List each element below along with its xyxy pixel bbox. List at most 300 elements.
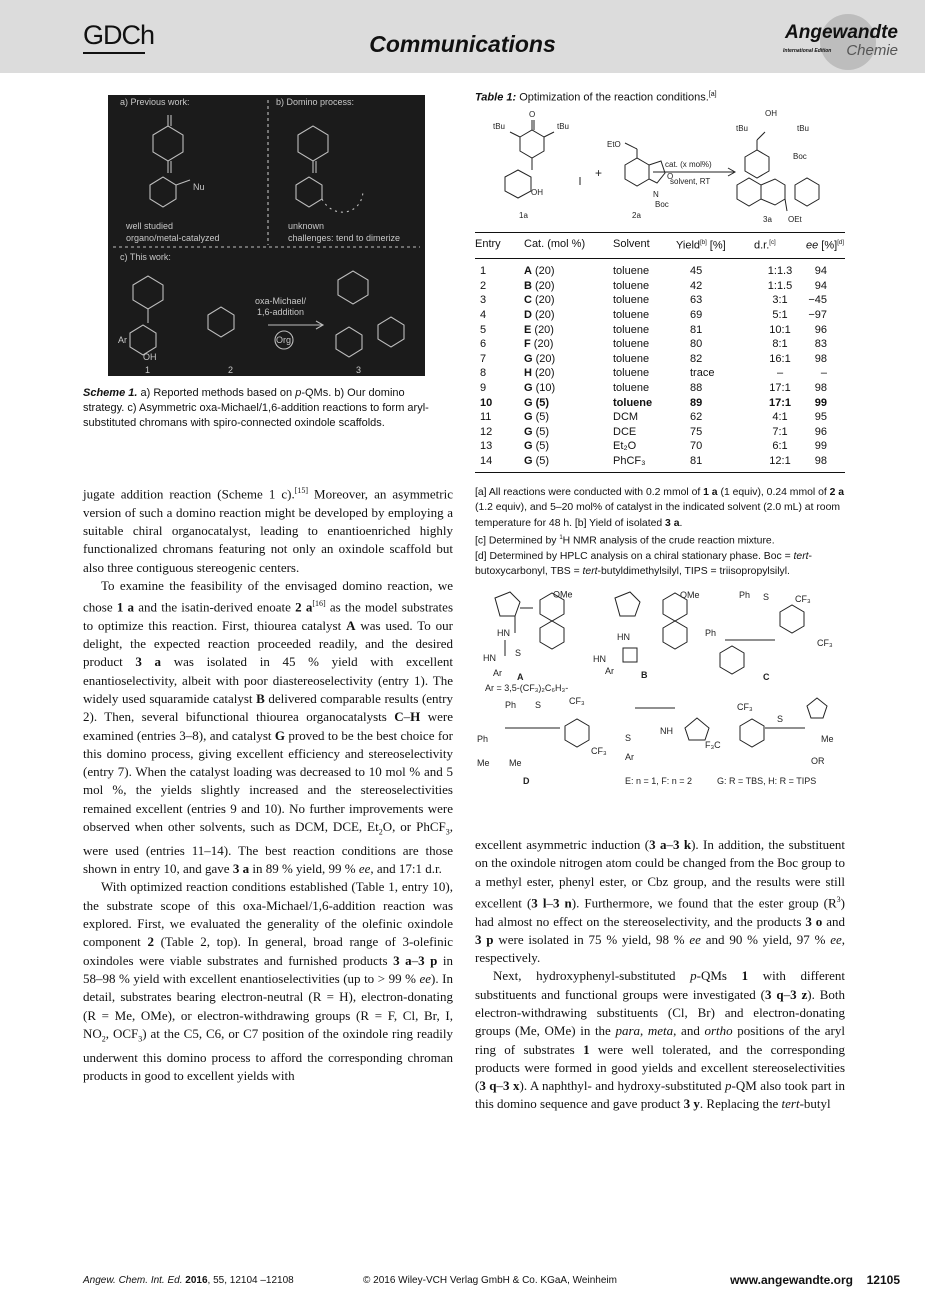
cat-d-ph: Ph <box>505 700 517 710</box>
catalyst-cell <box>524 323 613 338</box>
text-column-left <box>83 482 453 1085</box>
text-run: 3 y <box>683 1096 700 1112</box>
catalyst-loading: (5) <box>535 425 550 438</box>
solvent-cell: toluene <box>613 265 650 278</box>
ee-cell: – <box>820 367 827 380</box>
scheme-tbu-right-1: tBu <box>557 122 570 131</box>
solvent-cell: DCE <box>613 425 637 438</box>
catalyst-a-label: A <box>517 672 524 682</box>
ee-cell: −45 <box>808 294 827 307</box>
ee-cell: 98 <box>806 454 845 472</box>
entry-cell: 5 <box>480 323 487 336</box>
cat-ar-definition: Ar = 3,5-(CF₃)₂C₆H₃- <box>485 683 569 693</box>
gdch-logo: GDCh <box>83 20 155 50</box>
entry-cell: 4 <box>480 309 487 322</box>
table-header-row <box>475 233 845 259</box>
footer-page-number: 12105 <box>866 1273 900 1287</box>
cat-d-ph-2: Ph <box>477 734 489 744</box>
catalyst-d-label: D <box>523 776 530 786</box>
text-run: [16] <box>312 599 326 609</box>
solvent-cell: Et₂O <box>613 440 637 453</box>
text-run: B <box>256 690 265 706</box>
paragraph-2 <box>83 577 453 879</box>
paragraph-3 <box>83 878 453 1085</box>
solvent-cell: DCM <box>613 411 639 424</box>
cat-c-ph-2: Ph <box>705 628 717 638</box>
text-run: 1 <box>741 968 749 984</box>
text-run: ). In detail, substrates bearing electron-neutral (R = H), electron-donating (R = Me, OMe), or electron-withdrawing groups (R = F, Cl, Br, I, NO <box>83 970 453 1041</box>
scheme-caption-label: Scheme 1. <box>83 387 138 399</box>
text-run: – <box>403 709 411 725</box>
scheme-1-figure <box>108 95 425 376</box>
catalyst-letter: A <box>524 265 532 278</box>
scheme-label-domino: b) Domino process: <box>276 97 355 107</box>
catalyst-cell <box>524 381 613 396</box>
footnote-a-1a: 1 a <box>703 487 718 498</box>
cat-ef-ar: Ar <box>625 752 634 762</box>
scheme-label-previous: a) Previous work: <box>120 97 190 107</box>
entry-cell: 12 <box>480 425 493 438</box>
ee-cell: −97 <box>808 309 827 322</box>
ee-cell: 99 <box>814 440 827 453</box>
table-row <box>475 323 845 338</box>
table-1-footnotes <box>475 485 847 579</box>
text-run: ee <box>419 970 432 986</box>
yield-cell: 88 <box>690 382 703 394</box>
catalyst-cell <box>524 337 613 352</box>
col-solvent-header: Solvent <box>613 233 676 259</box>
cat-a-hn-2: HN <box>483 653 496 663</box>
scheme-conditions-solvent: solvent, RT <box>670 177 711 186</box>
table-row <box>475 259 845 279</box>
scheme-label-arrow-2: 1,6-addition <box>257 307 305 317</box>
text-run: tert <box>781 1096 800 1112</box>
catalyst-loading: (20) <box>535 265 555 278</box>
table-row <box>475 381 845 396</box>
journal-logo-subtitle: Chemie <box>846 42 898 59</box>
table-title-footnote: [a] <box>708 91 717 98</box>
dr-cell: 8:1 <box>772 338 788 351</box>
footnote-a-3a: 3 a <box>665 517 680 529</box>
text-run: delivered comparable results (entry 2). Then, several bifunctional thiourea organocatalysts <box>83 690 453 725</box>
scheme-label-nu: Nu <box>193 182 205 192</box>
text-run: ) at the C5, C6, or C7 position of the oxindole ring readily underwent this domino process to afford the corresponding chroman products in good to excellent yields with <box>83 1025 453 1084</box>
col-entry-header: Entry <box>475 233 524 259</box>
entry-cell: 13 <box>480 440 493 453</box>
yield-label: Yield <box>676 239 701 252</box>
compound-label-1a: 1a <box>519 211 528 220</box>
catalyst-letter: G <box>524 454 533 467</box>
catalyst-letter: G <box>524 440 533 453</box>
yield-cell: 63 <box>690 294 703 307</box>
text-run: 3 q <box>764 986 784 1002</box>
yield-unit: [%] <box>706 239 726 252</box>
solvent-cell: toluene <box>613 323 650 336</box>
solvent-cell: PhCF₃ <box>613 454 676 472</box>
dr-cell: 16:1 <box>769 352 791 365</box>
solvent-cell: toluene <box>613 279 650 292</box>
table-body <box>475 259 845 472</box>
text-run: -butyl <box>799 1096 831 1112</box>
ee-footnote: [d] <box>837 240 844 246</box>
text-run: -QMs <box>696 968 742 984</box>
text-run: and the isatin-derived enoate <box>134 599 296 615</box>
footer-copyright: © 2016 Wiley-VCH Verlag GmbH & Co. KGaA, Weinheim <box>363 1275 617 1286</box>
table-row <box>475 366 845 381</box>
scheme-n-2a: N <box>653 190 659 199</box>
text-run: O, or PhCF <box>382 819 446 834</box>
text-run: 2 <box>101 1034 106 1044</box>
cat-c-cf3-bottom: CF₃ <box>817 638 833 648</box>
paragraph-4 <box>475 836 845 967</box>
text-run: positions of the aryl ring of substrates <box>475 1023 845 1057</box>
text-run: ) had almost no effect on the stereoselectivity, and the products <box>475 895 845 929</box>
catalyst-letter: B <box>524 279 532 292</box>
cat-c-s: S <box>763 592 770 602</box>
catalyst-c-label: C <box>763 672 770 682</box>
footnote-a-4: . <box>679 517 683 529</box>
text-run: ee <box>358 861 371 877</box>
ee-cell: 96 <box>814 323 827 336</box>
text-run: were isolated in 75 % yield, 98 % <box>493 931 690 947</box>
table-row <box>475 425 845 440</box>
dr-cell: 1:1.5 <box>767 279 793 292</box>
yield-cell: 75 <box>690 425 703 438</box>
table-row <box>475 337 845 352</box>
entry-cell: 3 <box>480 294 487 307</box>
cat-d-me: Me <box>477 758 490 768</box>
ee-cell: 98 <box>814 382 827 394</box>
scheme-note-well-studied: well studied <box>126 221 174 231</box>
solvent-cell: toluene <box>613 382 650 394</box>
footer-year: 2016 <box>182 1275 208 1286</box>
table-1-title <box>475 91 717 104</box>
cat-c-ph: Ph <box>739 590 751 600</box>
dr-cell: 7:1 <box>772 425 788 438</box>
catalyst-gh-label: G: R = TBS, H: R = TIPS <box>717 776 817 786</box>
scheme-boc-3a: Boc <box>793 152 807 161</box>
text-run: , OCF <box>105 1025 139 1041</box>
text-run: 3 a <box>393 952 412 968</box>
journal-logo-title: Angewandte <box>785 22 898 43</box>
scheme-o-1a: O <box>529 110 536 119</box>
cat-ef-s: S <box>625 733 632 743</box>
scheme-caption-part-1: a) Reported methods based on <box>140 387 296 399</box>
compound-label-3a: 3a <box>763 215 772 224</box>
scheme-note-unknown: unknown <box>288 221 325 231</box>
text-run: – <box>783 986 791 1002</box>
scheme-tbu-left-3a: tBu <box>736 124 749 133</box>
footnote-c-sup: 1 <box>559 534 563 541</box>
text-run: 3 p <box>475 931 494 947</box>
text-run: and <box>822 913 845 929</box>
scheme-caption-part-3: -QMs. b) Our domino strategy. c) Asymmetric oxa-Michael/1,6-addition reactions to form aryl-substituted chromans with spiro-connected oxindole scaffolds. <box>83 387 429 429</box>
text-run: and 90 % yield, 97 % <box>700 931 831 947</box>
table-row <box>475 454 845 472</box>
scheme-oh-3a: OH <box>765 109 777 118</box>
dr-cell: – <box>776 367 784 380</box>
yield-cell: 42 <box>690 279 703 292</box>
entry-cell: 8 <box>480 367 487 380</box>
scheme-o-2a: O <box>667 172 674 181</box>
ee-cell: 95 <box>814 411 827 424</box>
catalyst-loading: (20) <box>535 279 555 292</box>
text-run: Next, hydroxyphenyl-substituted <box>493 968 691 984</box>
entry-cell: 10 <box>480 396 493 409</box>
footnote-a-2a: 2 a <box>829 487 845 498</box>
col-yield-header <box>676 233 754 259</box>
cat-d-cf3-top: CF₃ <box>569 696 585 706</box>
dr-cell: 17:1 <box>769 382 791 394</box>
paragraph-5 <box>475 967 845 1113</box>
text-run: 3 <box>445 827 450 837</box>
table-row <box>475 279 845 294</box>
yield-cell: 69 <box>690 309 703 322</box>
text-run: To examine the feasibility of the envisaged domino reaction, we chose <box>83 577 453 615</box>
dr-cell: 10:1 <box>769 323 791 336</box>
text-run: ortho <box>704 1023 733 1039</box>
scheme-label-oh: OH <box>143 352 157 362</box>
catalyst-loading: (5) <box>535 454 550 467</box>
text-run: 3 p <box>418 952 438 968</box>
catalyst-loading: (20) <box>533 338 554 351</box>
table-row <box>475 352 845 367</box>
scheme-conditions-cat: cat. (x mol%) <box>665 160 712 169</box>
catalyst-drawing <box>475 588 847 793</box>
catalyst-loading: (5) <box>535 411 550 424</box>
scheme-label-this-work: c) This work: <box>120 252 171 262</box>
text-run: – <box>666 837 673 852</box>
yield-cell: 80 <box>690 338 703 351</box>
catalyst-loading: (20) <box>535 309 555 322</box>
text-run: ee <box>689 931 701 947</box>
yield-cell: 81 <box>676 454 754 472</box>
text-run: Moreover, an asymmetric version of such a domino reaction might be developed by employing a suitable chiral organocatalyst, leading to enantioenriched highly functionalized chromans featuring not only an oxindole scaffold but also three contiguous stereogenic centers. <box>83 486 454 575</box>
text-run: 3 a <box>232 861 250 877</box>
cat-gh-cf3-top: CF₃ <box>737 702 753 712</box>
entry-cell: 1 <box>480 265 487 278</box>
footnote-d-1: [d] Determined by HPLC analysis on a chiral stationary phase. Boc = <box>475 550 794 562</box>
solvent-cell: toluene <box>613 338 650 351</box>
entry-cell: 9 <box>480 382 487 394</box>
table-row <box>475 293 845 308</box>
text-run: G <box>274 727 286 743</box>
cat-b-hn-2: HN <box>593 654 606 664</box>
col-cat-header: Cat. (mol %) <box>524 233 613 259</box>
yield-cell: 45 <box>690 265 703 278</box>
scheme-caption-part-2: p <box>295 387 302 399</box>
text-run: p <box>690 968 697 984</box>
catalyst-loading: (20) <box>535 367 555 380</box>
yield-footnote: [b] <box>700 240 707 246</box>
catalyst-loading: (20) <box>535 294 555 307</box>
journal-logo-edition: International Edition <box>783 48 832 54</box>
col-ee-header <box>806 233 845 259</box>
catalyst-letter: C <box>524 294 532 307</box>
catalyst-letter: G <box>524 411 533 424</box>
text-run: 2 <box>378 827 383 837</box>
text-run: meta <box>647 1023 674 1039</box>
text-run: 3 o <box>805 913 823 929</box>
solvent-cell: toluene <box>613 396 653 409</box>
text-run: With optimized reaction conditions established (Table 1, entry 10), the substrate scope of this oxa-Michael/1,6-addition reaction was explored. First, we evaluated the generality of the olefinic oxindole component <box>83 879 453 950</box>
catalyst-cell <box>524 259 613 279</box>
ee-cell: 99 <box>814 396 827 409</box>
text-run: (Table 2, top). In general, broad range of 3-olefinic oxindoles were viable substrates and furnished products <box>83 934 454 968</box>
table-row <box>475 396 845 411</box>
catalyst-letter: H <box>524 367 532 380</box>
dr-cell: 4:1 <box>772 411 788 424</box>
solvent-cell: toluene <box>613 309 650 322</box>
catalyst-loading: (5) <box>535 440 550 453</box>
table-row <box>475 308 845 323</box>
dr-footnote: [c] <box>769 240 776 246</box>
cat-gh-or: OR <box>811 756 825 766</box>
footnote-d-tert-2: tert <box>582 565 598 577</box>
text-run: was used. To our delight, the expected reaction proceeded readily, and the desired product <box>83 617 453 670</box>
text-run: 2 <box>147 934 154 950</box>
ee-cell: 94 <box>814 279 827 292</box>
catalyst-cell <box>524 454 613 472</box>
scheme-label-num-1: 1 <box>145 365 151 375</box>
dr-label: d.r. <box>754 239 770 252</box>
footnote-a-2: (1 equiv), 0.24 mmol of <box>717 487 830 498</box>
text-run: C <box>394 709 404 725</box>
cat-a-s: S <box>515 648 522 658</box>
text-run: were well tolerated, and the corresponding products were formed in good yields and excellent stereoselectivities ( <box>475 1041 845 1094</box>
footnote-a <box>475 485 847 531</box>
footer-website-link[interactable]: www.angewandte.org <box>730 1273 853 1287</box>
entry-cell: 14 <box>475 454 524 472</box>
reaction-scheme-drawing <box>475 107 845 225</box>
catalyst-letter: F <box>524 338 531 351</box>
text-run: 1 a <box>116 599 135 615</box>
text-run: in 58–98 % yield with excellent enantioselectivities (up to > 99 % <box>83 952 453 986</box>
text-run: A <box>346 617 356 633</box>
text-run: [15] <box>294 486 309 495</box>
footnote-c-1: [c] Determined by <box>475 535 560 547</box>
scheme-tbu-right-3a: tBu <box>797 124 810 133</box>
catalyst-cell <box>524 308 613 323</box>
catalyst-letter: G <box>524 382 533 394</box>
entry-cell: 2 <box>480 279 487 292</box>
cat-a-hn: HN <box>497 628 510 638</box>
catalyst-cell <box>524 439 613 454</box>
dr-cell: 6:1 <box>772 440 788 453</box>
catalyst-loading: (20) <box>535 352 556 365</box>
text-run: ). Both electron-withdrawing substituents (Cl, Br) and electron-donating groups (Me, OMe) in the <box>475 986 845 1039</box>
catalyst-cell <box>524 396 613 411</box>
table-title-text: Optimization of the reaction conditions. <box>519 91 709 104</box>
text-run: , were used (entries 11–14). The best reaction conditions are those shown in entry 10, and gave <box>83 819 453 877</box>
text-run: excellent asymmetric induction ( <box>475 837 650 852</box>
scheme-boc-2a: Boc <box>655 200 669 209</box>
table-1-reaction-scheme <box>475 107 845 225</box>
scheme-label-ar: Ar <box>118 335 127 345</box>
cat-b-ar: Ar <box>605 666 614 676</box>
solvent-cell: toluene <box>613 352 650 365</box>
footer-volume-pages: , 55, 12104 –12108 <box>207 1275 294 1286</box>
yield-cell: trace <box>690 367 715 380</box>
text-run: -QM also took part in this domino sequence and gave product <box>475 1078 846 1112</box>
cat-d-me-2: Me <box>509 758 522 768</box>
text-run: 3 a <box>135 654 162 670</box>
yield-cell: 81 <box>690 323 703 336</box>
solvent-cell: toluene <box>613 367 650 380</box>
text-run: was isolated in 45 % yield with excellent enantioselectivity, albeit with poor diastereoselectivity (entry 1). The widely used squaramide catalyst <box>83 654 454 706</box>
cat-ef-nh: NH <box>660 726 673 736</box>
catalyst-letter: G <box>524 425 533 438</box>
text-run: 3 a <box>649 837 667 852</box>
ee-cell: 96 <box>814 425 827 438</box>
text-run: ). In addition, the substituent on the oxindole nitrogen atom could be changed from the Boc group to a methyl ester, phenyl ester, or Cbz group, and the results were still excellent ( <box>475 837 846 911</box>
cat-a-ar: Ar <box>493 668 502 678</box>
cat-c-cf3-top: CF₃ <box>795 594 811 604</box>
catalyst-ef-label: E: n = 1, F: n = 2 <box>625 776 693 786</box>
text-run: 3 n <box>552 895 572 911</box>
text-run: ). Furthermore, we found that the ester group (R <box>571 895 837 911</box>
yield-cell: 89 <box>690 396 703 409</box>
solvent-cell: toluene <box>613 294 650 307</box>
dr-cell: 1:1.3 <box>767 265 793 278</box>
yield-cell: 70 <box>690 440 703 453</box>
compound-label-2a: 2a <box>632 211 641 220</box>
text-run: 3 z <box>790 986 808 1002</box>
ee-label: ee <box>806 239 819 252</box>
scheme-oh-1a: OH <box>531 188 543 197</box>
optimization-table <box>475 232 845 473</box>
text-run: jugate addition reaction (Scheme 1 c). <box>83 486 295 502</box>
scheme-label-num-3: 3 <box>356 365 362 375</box>
catalyst-b-label: B <box>641 670 648 680</box>
scheme-tbu-left-1: tBu <box>493 122 506 131</box>
scheme-label-num-2: 2 <box>228 365 234 375</box>
text-run: ). A naphthyl- and hydroxy-substituted <box>519 1078 725 1094</box>
footer-journal: Angew. Chem. Int. Ed. <box>83 1275 183 1286</box>
catalyst-cell <box>524 352 613 367</box>
text-column-right <box>475 836 845 1114</box>
scheme-label-org: Org <box>276 335 292 345</box>
catalyst-letter: G <box>524 396 533 409</box>
text-run: 3 l <box>531 895 547 911</box>
text-run: – <box>546 895 553 911</box>
text-run: with different substituents and functional groups were investigated ( <box>475 968 845 1002</box>
dr-cell: 3:1 <box>772 294 788 307</box>
catalyst-cell <box>524 366 613 381</box>
text-run: 1 <box>583 1041 590 1057</box>
col-dr-header <box>754 233 806 259</box>
cat-gh-f3c: F₃C <box>705 740 721 750</box>
text-run: , respectively. <box>475 931 845 966</box>
scheme-oet-3a: OEt <box>788 215 802 224</box>
footer-citation <box>83 1275 294 1286</box>
dr-cell: 17:1 <box>768 396 792 409</box>
text-run: 3 <box>138 1034 143 1044</box>
catalyst-loading: (20) <box>534 323 554 336</box>
text-run: 3 x <box>503 1078 520 1094</box>
footnote-d-tert-1: tert <box>793 550 809 562</box>
catalyst-cell <box>524 279 613 294</box>
catalyst-structures <box>475 588 847 793</box>
footnote-d-2: -butoxycarbonyl, TBS = <box>475 550 813 577</box>
catalyst-letter: D <box>524 309 532 322</box>
text-run: proved to be the best choice for this domino process, giving excellent efficiency and stereoselectivity (entry 7). When the catalyst loading was decreased to 10 mol % and 5 mol %, the yields slightly increased and the stereoselectivities remained excellent (entries 9 and 10). No further improvements were observed when other solvents, such as DCM, DCE, Et <box>83 727 453 834</box>
scheme-plus-sign: + <box>595 166 603 180</box>
text-run: , and 17:1 d.r. <box>370 861 442 877</box>
text-run: – <box>496 1078 504 1094</box>
dr-cell: 5:1 <box>772 309 788 322</box>
text-run: 3 k <box>672 837 692 852</box>
